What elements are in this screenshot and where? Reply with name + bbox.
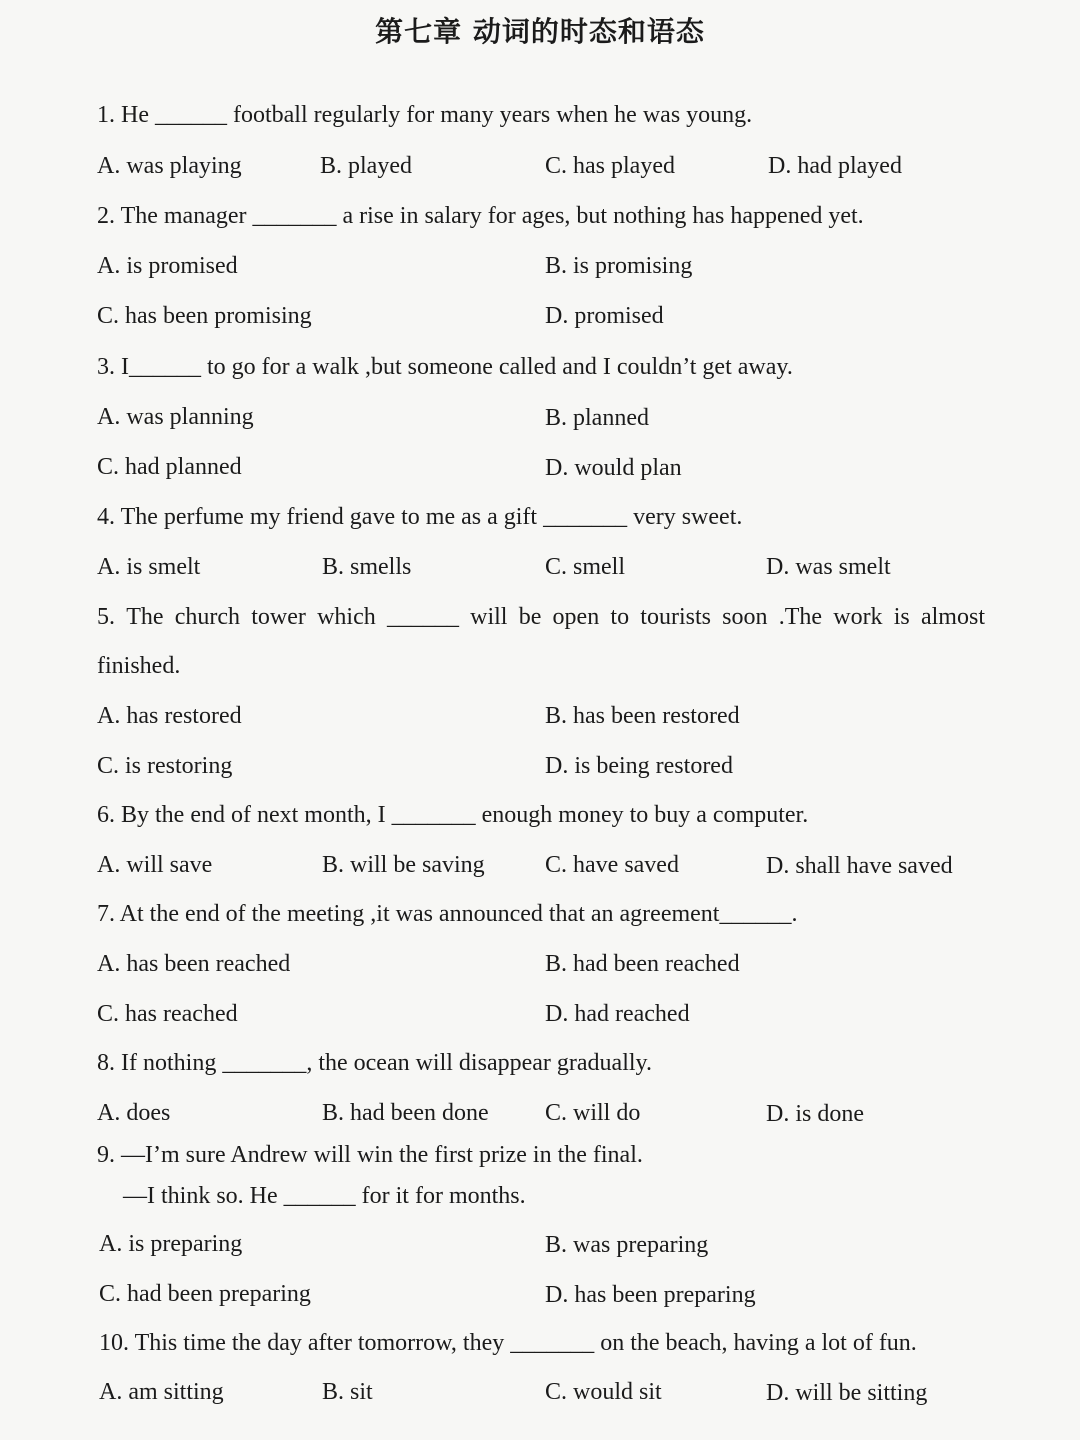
q5-word: The: [126, 604, 164, 630]
q2-option-d[interactable]: D. promised: [545, 303, 664, 329]
q5-word: which: [317, 604, 376, 630]
chapter-title: 第七章 动词的时态和语态: [375, 15, 705, 48]
q3-option-c[interactable]: C. had planned: [97, 454, 242, 480]
q8-option-c[interactable]: C. will do: [545, 1100, 641, 1126]
q5-option-d[interactable]: D. is being restored: [545, 753, 733, 779]
q5-word: almost: [920, 604, 985, 630]
q8-option-a[interactable]: A. does: [97, 1100, 171, 1126]
q10-option-d[interactable]: D. will be sitting: [766, 1380, 928, 1406]
question-2-stem: 2. The manager _______ a rise in salary for ages, but nothing has happened yet.: [97, 203, 864, 229]
question-4-stem: 4. The perfume my friend gave to me as a gift _______ very sweet.: [97, 504, 743, 530]
q6-option-c[interactable]: C. have saved: [545, 852, 679, 878]
q5-word: be: [518, 604, 542, 630]
q10-option-a[interactable]: A. am sitting: [99, 1379, 224, 1405]
question-1-stem: 1. He ______ football regularly for many years when he was young.: [97, 102, 753, 128]
q10-option-b[interactable]: B. sit: [322, 1379, 373, 1405]
q4-option-c[interactable]: C. smell: [545, 554, 626, 580]
q3-option-a[interactable]: A. was planning: [97, 404, 254, 430]
q9-option-c[interactable]: C. had been preparing: [99, 1281, 311, 1307]
q1-option-d[interactable]: D. had played: [768, 153, 902, 179]
q5-word: open: [552, 604, 600, 630]
question-7-stem: 7. At the end of the meeting ,it was announced that an agreement______.: [97, 901, 798, 927]
q5-word: is: [893, 604, 910, 630]
q9-option-b[interactable]: B. was preparing: [545, 1232, 709, 1258]
q1-option-a[interactable]: A. was playing: [97, 153, 242, 179]
q2-option-c[interactable]: C. has been promising: [97, 303, 312, 329]
q9-option-a[interactable]: A. is preparing: [99, 1231, 243, 1257]
q8-option-d[interactable]: D. is done: [766, 1101, 864, 1127]
q5-word: work: [833, 604, 883, 630]
question-3-stem: 3. I______ to go for a walk ,but someone called and I couldn’t get away.: [97, 354, 793, 380]
q5-word: tower: [251, 604, 306, 630]
q2-option-b[interactable]: B. is promising: [545, 253, 693, 279]
q10-option-c[interactable]: C. would sit: [545, 1379, 662, 1405]
q5-word: tourists: [640, 604, 711, 630]
q6-option-a[interactable]: A. will save: [97, 852, 213, 878]
q3-option-d[interactable]: D. would plan: [545, 455, 682, 481]
q6-option-b[interactable]: B. will be saving: [322, 852, 485, 878]
q4-option-d[interactable]: D. was smelt: [766, 554, 891, 580]
question-5-stem: [97, 602, 985, 632]
question-5-stem-continued: finished.: [97, 653, 181, 679]
q1-option-c[interactable]: C. has played: [545, 153, 675, 179]
q3-option-b[interactable]: B. planned: [545, 405, 649, 431]
q5-option-b[interactable]: B. has been restored: [545, 703, 740, 729]
q5-word: .The: [778, 604, 823, 630]
q4-option-b[interactable]: B. smells: [322, 554, 412, 580]
q4-option-a[interactable]: A. is smelt: [97, 554, 201, 580]
question-6-stem: 6. By the end of next month, I _______ enough money to buy a computer.: [97, 802, 809, 828]
q5-word: soon: [722, 604, 768, 630]
q5-blank: ______: [386, 604, 459, 630]
q7-option-d[interactable]: D. had reached: [545, 1001, 690, 1027]
q5-word: will: [470, 604, 508, 630]
question-8-stem: 8. If nothing _______, the ocean will disappear gradually.: [97, 1050, 652, 1076]
q5-option-c[interactable]: C. is restoring: [97, 753, 233, 779]
q8-option-b[interactable]: B. had been done: [322, 1100, 489, 1126]
q5-word: 5.: [97, 604, 115, 630]
q9-option-d[interactable]: D. has been preparing: [545, 1282, 756, 1308]
q5-option-a[interactable]: A. has restored: [97, 703, 242, 729]
q5-word: to: [610, 604, 630, 630]
q2-option-a[interactable]: A. is promised: [97, 253, 238, 279]
q6-option-d[interactable]: D. shall have saved: [766, 853, 953, 879]
question-9-stem: 9. —I’m sure Andrew will win the first prize in the final.: [97, 1142, 643, 1168]
question-10-stem: 10. This time the day after tomorrow, they _______ on the beach, having a lot of fun.: [99, 1330, 917, 1356]
q7-option-a[interactable]: A. has been reached: [97, 951, 291, 977]
q7-option-c[interactable]: C. has reached: [97, 1001, 238, 1027]
q5-word: church: [174, 604, 241, 630]
question-9-reply: —I think so. He ______ for it for months.: [123, 1183, 526, 1209]
q1-option-b[interactable]: B. played: [320, 153, 412, 179]
q7-option-b[interactable]: B. had been reached: [545, 951, 740, 977]
